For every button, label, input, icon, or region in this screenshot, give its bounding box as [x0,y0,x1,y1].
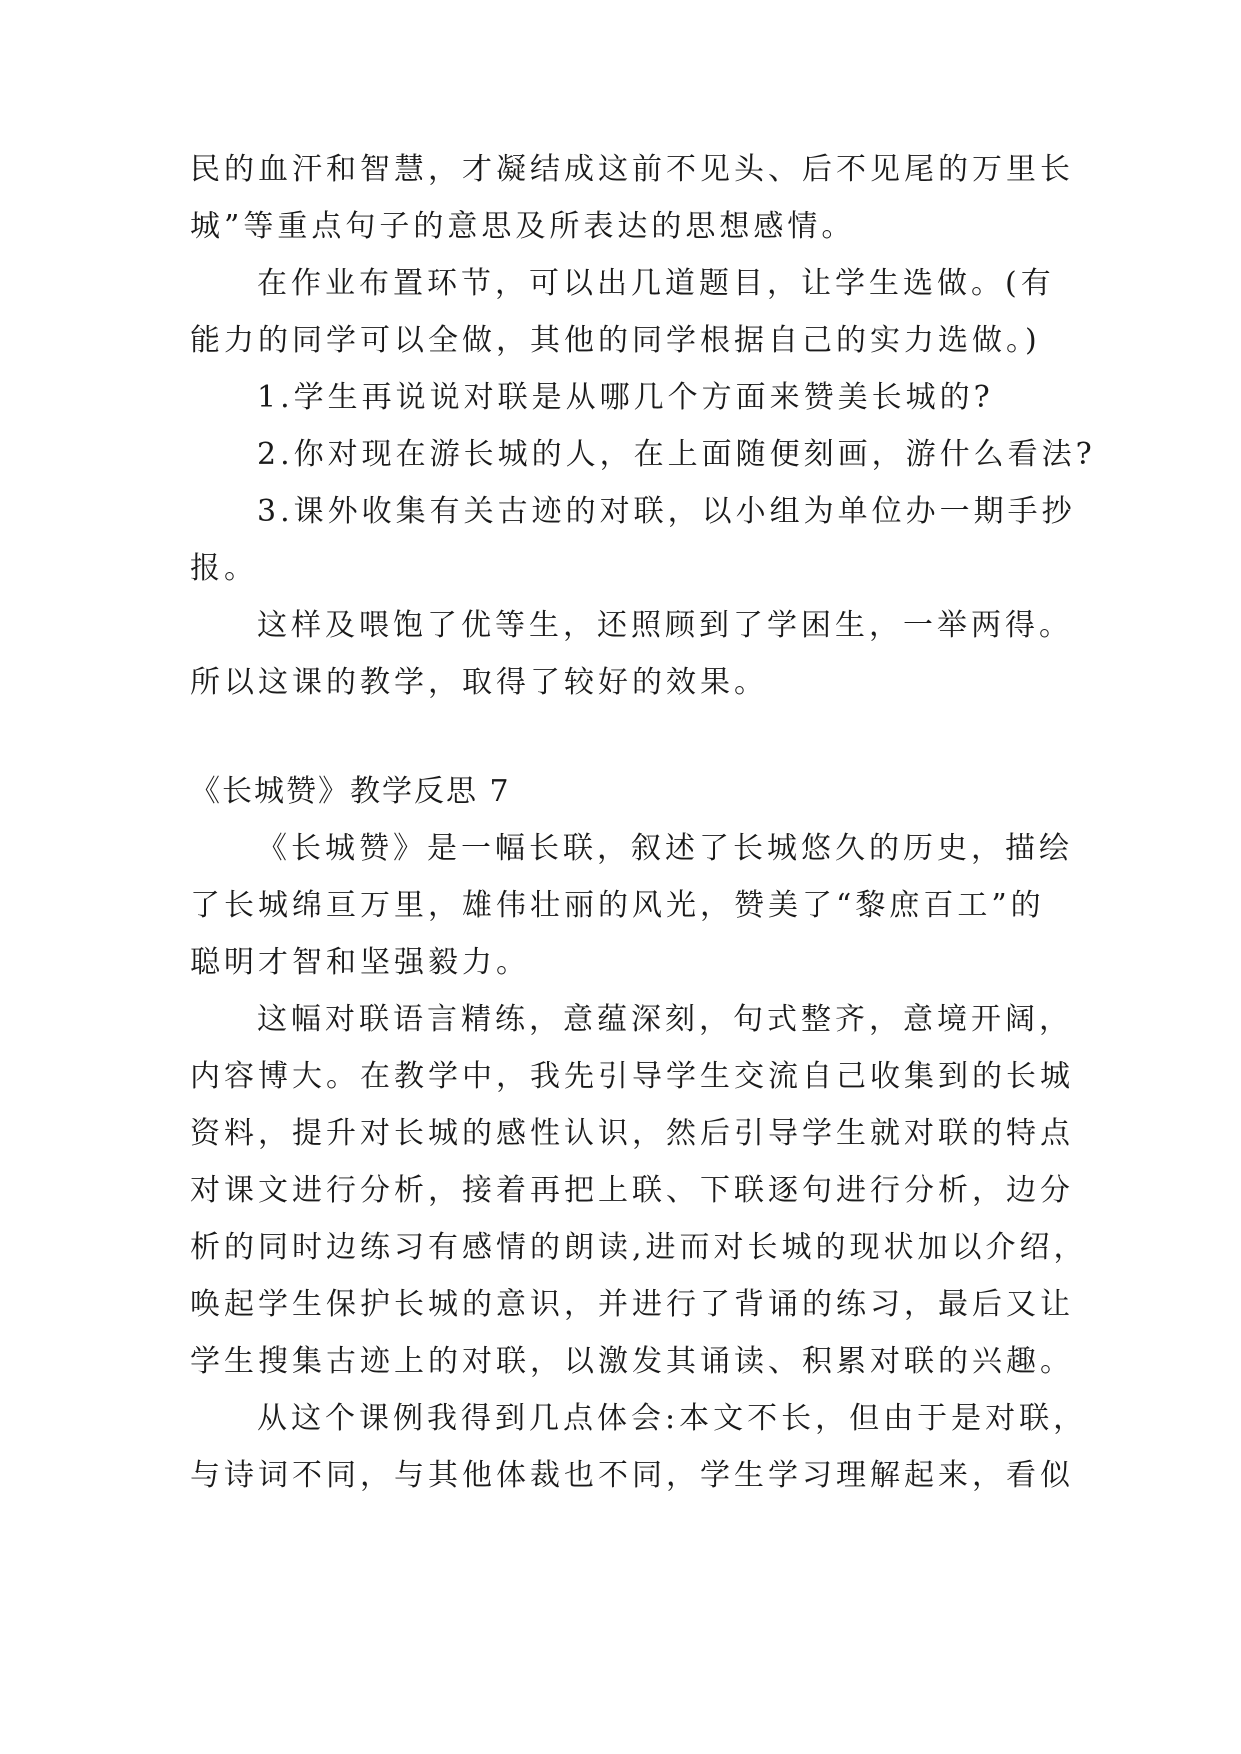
paragraph-line: 这幅对联语言精练，意蕴深刻，句式整齐，意境开阔， [257,1002,1073,1037]
paragraph-line: 对课文进行分析，接着再把上联、下联逐句进行分析，边分 [190,1173,1074,1208]
section-heading: 《长城赞》教学反思 7 [190,774,511,809]
paragraph-line: 学生搜集古迹上的对联，以激发其诵读、积累对联的兴趣。 [190,1344,1074,1379]
list-item: 1.学生再说说对联是从哪几个方面来赞美长城的? [257,380,994,415]
paragraph-line: 《长城赞》是一幅长联，叙述了长城悠久的历史，描绘 [257,831,1073,866]
paragraph-line: 资料，提升对长城的感性认识，然后引导学生就对联的特点 [190,1116,1074,1151]
paragraph-line: 唤起学生保护长城的意识，并进行了背诵的练习，最后又让 [190,1287,1074,1322]
paragraph-line: 从这个课例我得到几点体会:本文不长，但由于是对联， [257,1401,1088,1436]
paragraph-line: 所以这课的教学，取得了较好的效果。 [190,665,768,700]
list-item: 2.你对现在游长城的人，在上面随便刻画，游什么看法? [257,437,1096,472]
paragraph-line: 在作业布置环节，可以出几道题目，让学生选做。(有 [257,266,1055,301]
paragraph-line: 报。 [190,551,258,586]
paragraph-line: 聪明才智和坚强毅力。 [190,945,530,980]
paragraph-line: 能力的同学可以全做，其他的同学根据自己的实力选做。) [190,323,1041,358]
paragraph-line: 城”等重点句子的意思及所表达的思想感情。 [190,209,856,244]
paragraph-line: 与诗词不同，与其他体裁也不同，学生学习理解起来，看似 [190,1458,1074,1493]
list-item: 3.课外收集有关古迹的对联，以小组为单位办一期手抄 [257,494,1076,529]
paragraph-line: 析的同时边练习有感情的朗读,进而对长城的现状加以介绍， [190,1230,1088,1265]
paragraph-line: 这样及喂饱了优等生，还照顾到了学困生，一举两得。 [257,608,1073,643]
paragraph-line: 内容博大。在教学中，我先引导学生交流自己收集到的长城 [190,1059,1074,1094]
paragraph-line: 民的血汗和智慧，才凝结成这前不见头、后不见尾的万里长 [190,152,1074,187]
paragraph-line: 了长城绵亘万里，雄伟壮丽的风光，赞美了“黎庶百工”的 [190,888,1045,923]
